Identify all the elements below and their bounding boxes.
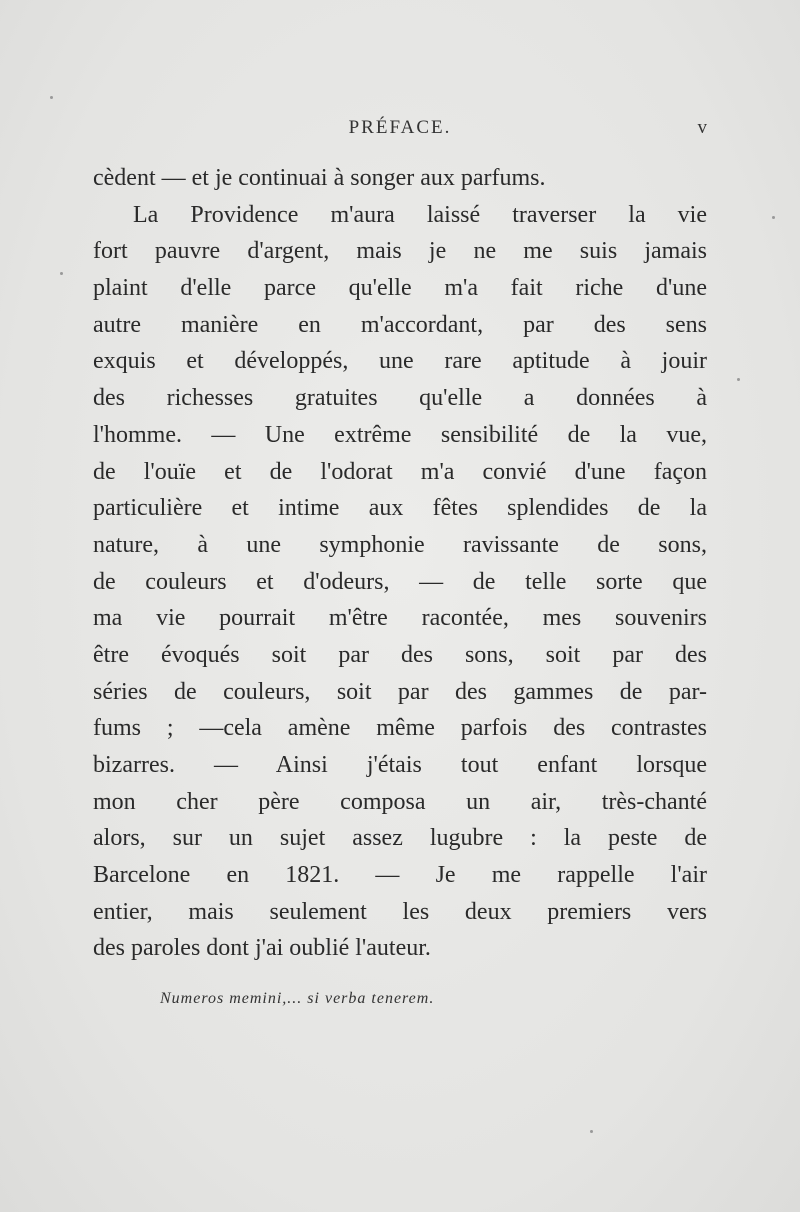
text-line: entier, mais seulement les deux premiers vers <box>93 898 707 925</box>
text-line: être évoqués soit par des sons, soit par des <box>93 641 707 668</box>
latin-quotation: Numeros memini,... si verba tenerem. <box>160 990 435 1007</box>
text-line: exquis et développés, une rare aptitude à jouir <box>93 348 707 375</box>
text-line: des paroles dont j'ai oublié l'auteur. <box>93 935 431 962</box>
text-line: fums ; —cela amène même parfois des contrastes <box>93 715 707 742</box>
text-line: de couleurs et d'odeurs, — de telle sorte que <box>93 568 707 595</box>
text-line: des richesses gratuites qu'elle a données à <box>93 385 707 412</box>
text-line: séries de couleurs, soit par des gammes de par- <box>93 678 707 705</box>
text-line: autre manière en m'accordant, par des sens <box>93 311 707 338</box>
text-line: plaint d'elle parce qu'elle m'a fait riche d'une <box>93 275 707 302</box>
paper-speck <box>50 96 53 99</box>
text-line: mon cher père composa un air, très-chanté <box>93 788 707 815</box>
text-line: nature, à une symphonie ravissante de sons, <box>93 531 707 558</box>
text-line: cèdent — et je continuai à songer aux parfums. <box>93 165 546 191</box>
page-number: v <box>697 117 707 138</box>
text-line: fort pauvre d'argent, mais je ne me suis jamais <box>93 238 707 265</box>
text-line: La Providence m'aura laissé traverser la vie <box>133 201 707 228</box>
text-line: Barcelone en 1821. — Je me rappelle l'air <box>93 862 707 889</box>
text-line: ma vie pourrait m'être racontée, mes souvenirs <box>93 605 707 632</box>
text-line: particulière et intime aux fêtes splendides de la <box>93 495 707 522</box>
paper-speck <box>737 378 740 381</box>
running-title: PRÉFACE. <box>348 117 452 138</box>
page-header <box>93 117 707 147</box>
paper-speck <box>590 1130 593 1133</box>
paper-speck <box>772 216 775 219</box>
text-line: bizarres. — Ainsi j'étais tout enfant lorsque <box>93 752 707 778</box>
body-text <box>93 160 707 967</box>
text-line: alors, sur un sujet assez lugubre : la peste de <box>93 825 707 852</box>
paper-speck <box>60 272 63 275</box>
text-line: l'homme. — Une extrême sensibilité de la vue, <box>93 421 707 448</box>
text-line: de l'ouïe et de l'odorat m'a convié d'une façon <box>93 458 707 485</box>
